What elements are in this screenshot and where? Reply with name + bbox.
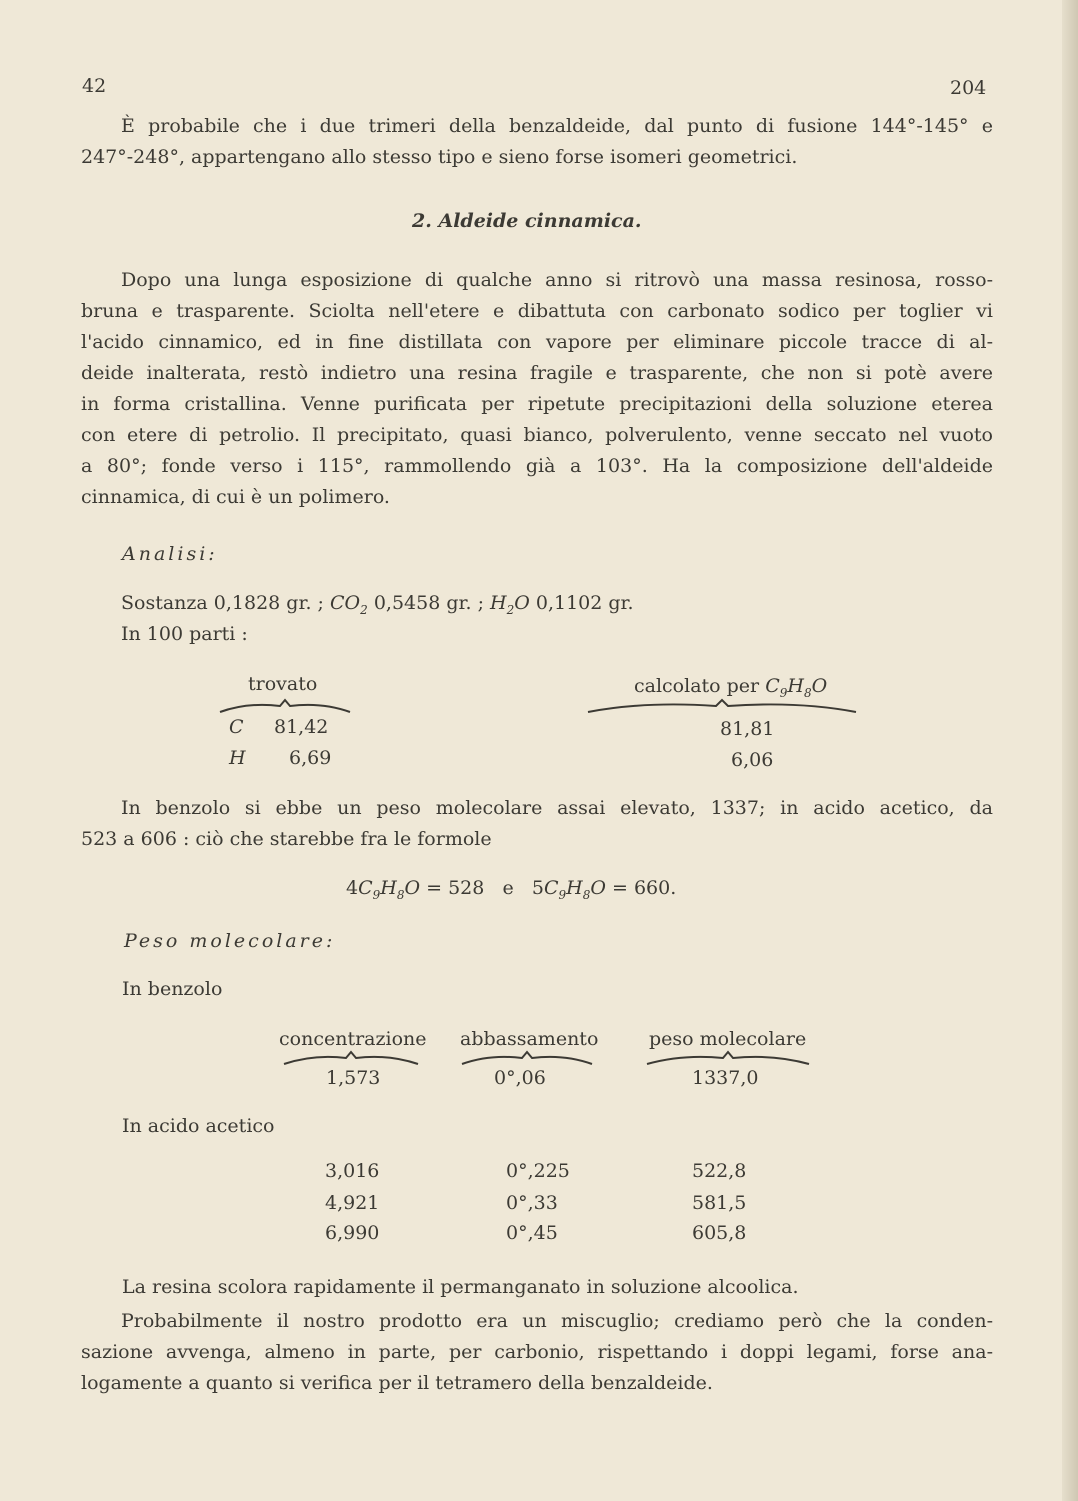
row-found-h: 6,69 <box>289 747 332 769</box>
final-paragraph <box>81 1306 993 1399</box>
closing-sentence: La resina scolora rapidamente il permanganato in soluzione alcoolica. <box>122 1276 799 1298</box>
row-calc-c: 81,81 <box>720 718 775 740</box>
row-calc-h: 6,06 <box>731 749 774 771</box>
intro-paragraph <box>81 111 993 173</box>
col-header-found: trovato <box>248 673 318 695</box>
text-line: 247°-248°, appartengano allo stesso tipo e sieno forse isomeri geometrici. <box>81 146 798 168</box>
co2-formula: $CO_2$ <box>330 592 368 617</box>
acetico-molweight-3: 605,8 <box>692 1222 747 1244</box>
acetico-conc-2: 4,921 <box>325 1192 380 1214</box>
peso-heading: Peso molecolare: <box>124 930 336 952</box>
body-paragraph <box>81 265 993 513</box>
text-line: Probabilmente il nostro prodotto era un miscuglio; crediamo però che la conden- <box>121 1310 993 1332</box>
col-header-concentration: concentrazione <box>279 1028 427 1050</box>
brace-molweight <box>645 1050 811 1066</box>
analysis-heading: Analisi: <box>122 543 218 565</box>
text-line: deide inalterata, restò indietro una resina fragile e trasparente, che non si potè avere <box>81 362 993 384</box>
text-line: 523 a 606 : ciò che starebbe fra le formole <box>81 828 492 850</box>
text-line: cinnamica, di cui è un polimero. <box>81 486 390 508</box>
col-header-lowering: abbassamento <box>460 1028 599 1050</box>
brace-found <box>218 698 352 714</box>
acetico-label: In acido acetico <box>122 1115 275 1137</box>
acetico-molweight-1: 522,8 <box>692 1160 747 1182</box>
text-line: l'acido cinnamico, ed in fine distillata con vapore per eliminare piccole tracce di al- <box>81 331 993 353</box>
row-found-c: 81,42 <box>274 716 329 738</box>
text-line: in forma cristallina. Venne purificata per ripetute precipitazioni della soluzione eterea <box>81 393 993 415</box>
text-line: logamente a quanto si verifica per il tetramero della benzaldeide. <box>81 1372 713 1394</box>
text-line: bruna e trasparente. Sciolta nell'etere e dibattuta con carbonato sodico per toglier vi <box>81 300 993 322</box>
col-header-molweight: peso molecolare <box>649 1028 807 1050</box>
acetico-lowering-2: 0°,33 <box>506 1192 558 1214</box>
page-number-right: 204 <box>950 77 987 99</box>
benzolo-concentration: 1,573 <box>326 1067 381 1089</box>
acetico-lowering-1: 0°,225 <box>506 1160 570 1182</box>
brace-lowering <box>460 1050 594 1066</box>
section-title: 2. Aldeide cinnamica. <box>412 210 642 232</box>
h2o-formula: $H_2O$ <box>490 592 530 617</box>
h2o-mass: 0,1102 gr. <box>535 592 634 614</box>
co2-mass: 0,5458 gr. ; <box>373 592 484 614</box>
text-line: In benzolo si ebbe un peso molecolare assai elevato, 1337; in acido acetico, da <box>121 797 993 819</box>
page-edge-shadow <box>1062 0 1078 1501</box>
formula-equation: $4C_9H_8O = 528$ e $5C_9H_8O = 660$. <box>346 877 677 902</box>
acetico-conc-1: 3,016 <box>325 1160 380 1182</box>
row-element-h: H <box>229 747 246 769</box>
molweight-paragraph <box>81 793 993 855</box>
sample-mass: Sostanza 0,1828 gr. ; <box>121 592 324 614</box>
text-line: sazione avvenga, almeno in parte, per carbonio, rispettando i doppi legami, forse ana- <box>81 1341 993 1363</box>
benzolo-lowering: 0°,06 <box>494 1067 546 1089</box>
row-element-c: C <box>229 716 244 738</box>
text-line: Dopo una lunga esposizione di qualche anno si ritrovò una massa resinosa, rosso- <box>121 269 993 291</box>
benzolo-molweight: 1337,0 <box>692 1067 759 1089</box>
parts-label: In 100 parti : <box>121 623 248 645</box>
text-line: con etere di petrolio. Il precipitato, quasi bianco, polverulento, venne seccato nel vuoto <box>81 424 993 446</box>
brace-calc <box>586 698 858 714</box>
acetico-conc-3: 6,990 <box>325 1222 380 1244</box>
analysis-sample-line <box>121 591 634 615</box>
acetico-molweight-2: 581,5 <box>692 1192 747 1214</box>
text-line: È probabile che i due trimeri della benzaldeide, dal punto di fusione 144°-145° e <box>121 115 993 137</box>
col-header-calc: calcolato per $C_9H_8O$ <box>634 675 828 700</box>
brace-concentration <box>282 1050 420 1066</box>
acetico-lowering-3: 0°,45 <box>506 1222 558 1244</box>
page-number-left: 42 <box>82 75 107 97</box>
text-line: a 80°; fonde verso i 115°, rammollendo già a 103°. Ha la composizione dell'aldeide <box>81 455 993 477</box>
benzolo-label: In benzolo <box>122 978 223 1000</box>
formula-c9h8o: $C_9H_8O$ <box>765 675 828 700</box>
